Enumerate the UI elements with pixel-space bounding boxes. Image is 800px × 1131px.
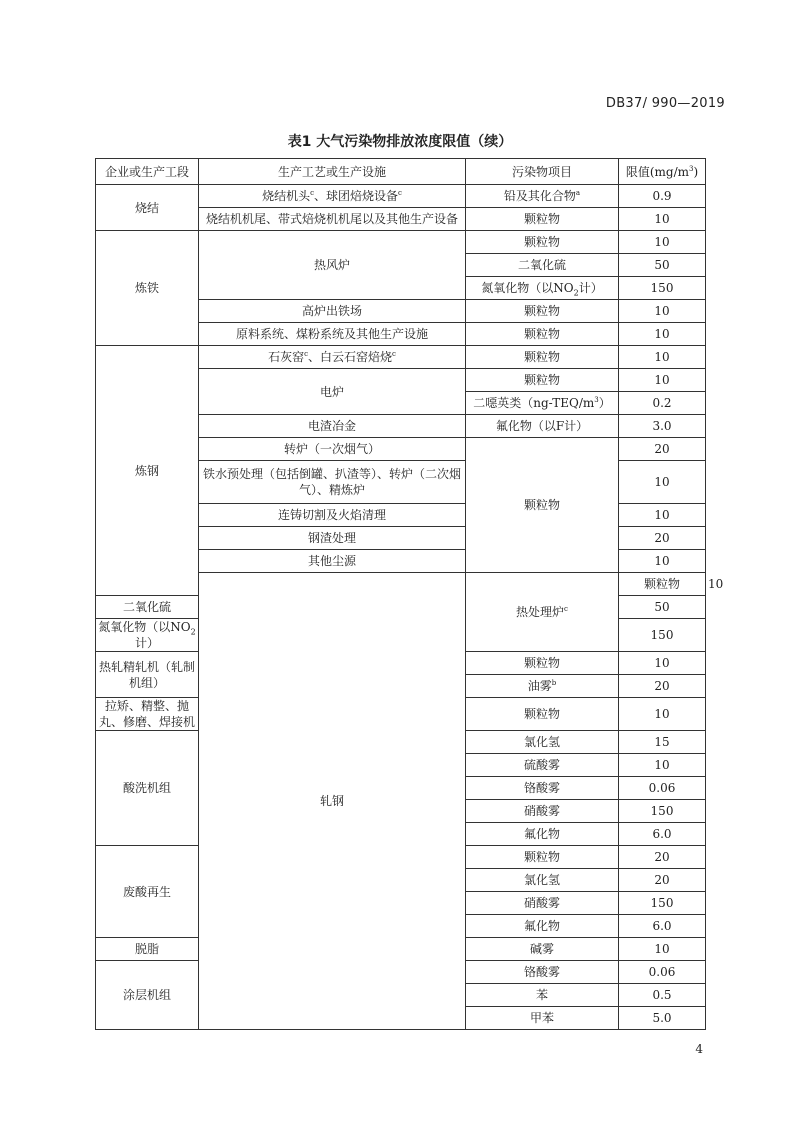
note-mark: b — [551, 679, 557, 687]
limit-header-text: 限值(mg/m — [625, 164, 689, 179]
pollutant-text: ） — [598, 396, 611, 410]
process-cell: 连铸切割及火焰清理 — [199, 504, 466, 527]
pollutant-cell: 颗粒物 — [466, 300, 619, 323]
pollutant-cell: 铬酸雾 — [466, 961, 619, 984]
process-cell: 涂层机组 — [96, 961, 199, 1030]
limit-cell: 0.2 — [619, 392, 706, 415]
pollutant-cell: 颗粒物 — [466, 346, 619, 369]
process-cell: 拉矫、精整、抛丸、修磨、焊接机 — [96, 698, 199, 731]
limit-header-sup: 3 — [689, 164, 694, 173]
pollutant-cell — [96, 619, 199, 652]
process-cell: 钢渣处理 — [199, 527, 466, 550]
limit-cell: 20 — [619, 846, 706, 869]
limit-cell: 10 — [619, 369, 706, 392]
section-cell: 烧结 — [96, 185, 199, 231]
process-cell: 电炉 — [199, 369, 466, 415]
pollutant-cell: 颗粒物 — [466, 438, 619, 573]
limit-cell: 150 — [619, 892, 706, 915]
note-mark: c — [304, 350, 308, 358]
table-row — [96, 231, 706, 254]
table-row: 轧钢 热处理炉$^c$ 颗粒物 10 — [96, 573, 706, 596]
process-cell: 原料系统、煤粉系统及其他生产设施 — [199, 323, 466, 346]
limit-cell: 10 — [619, 231, 706, 254]
pollutant-cell: 颗粒物 — [466, 323, 619, 346]
table-header-row — [96, 159, 706, 185]
pollutant-cell: 苯 — [466, 984, 619, 1007]
limit-cell: 10 — [619, 208, 706, 231]
pollutant-cell: 碱雾 — [466, 938, 619, 961]
pollutant-cell: 颗粒物 — [466, 652, 619, 675]
process-cell: 热轧精轧机（轧制机组） — [96, 652, 199, 698]
limit-cell: 0.9 — [619, 185, 706, 208]
limit-cell: 6.0 — [619, 823, 706, 846]
limit-header-close: ) — [693, 164, 699, 179]
col-header-process: 生产工艺或生产设施 — [199, 159, 466, 185]
subscript: 2 — [190, 627, 196, 637]
subscript: 2 — [573, 288, 579, 298]
section-cell: 轧钢 — [199, 573, 466, 1030]
note-mark: c — [310, 189, 314, 197]
process-text: 、球团焙烧设备 — [314, 189, 399, 203]
limit-cell: 10 — [619, 754, 706, 777]
process-cell — [199, 185, 466, 208]
page-number: 4 — [695, 1042, 703, 1056]
limit-cell: 0.06 — [619, 777, 706, 800]
limit-cell: 10 — [619, 938, 706, 961]
limit-cell: 6.0 — [619, 915, 706, 938]
standard-code: DB37/ 990—2019 — [605, 96, 725, 111]
process-cell: 烧结机机尾、带式焙烧机机尾以及其他生产设备 — [199, 208, 466, 231]
pollutant-cell: 硫酸雾 — [466, 754, 619, 777]
process-cell — [199, 346, 466, 369]
pollutant-cell: 颗粒物 — [466, 369, 619, 392]
limit-cell: 20 — [619, 675, 706, 698]
pollutant-cell: 氟化物 — [466, 823, 619, 846]
limit-cell: 0.5 — [619, 984, 706, 1007]
pollutant-cell: 颗粒物 — [466, 698, 619, 731]
table-title: 表1 大气污染物排放浓度限值（续） — [287, 134, 513, 150]
limit-cell: 150 — [619, 277, 706, 300]
pollutant-cell: 铬酸雾 — [466, 777, 619, 800]
limit-cell: 20 — [619, 438, 706, 461]
pollutant-cell: 硝酸雾 — [466, 800, 619, 823]
limit-cell: 10 — [619, 504, 706, 527]
pollutant-text: 计） — [578, 281, 603, 295]
pollutant-cell: 氟化物 — [466, 915, 619, 938]
pollutant-text: 铅及其化合物 — [503, 189, 576, 203]
process-cell: 电渣冶金 — [199, 415, 466, 438]
limit-cell: 0.06 — [619, 961, 706, 984]
pollutant-cell: 氯化氢 — [466, 731, 619, 754]
limit-cell: 10 — [619, 346, 706, 369]
process-cell: 铁水预处理（包括倒罐、扒渣等）、转炉（二次烟气）、精炼炉 — [199, 461, 466, 504]
limit-cell: 150 — [619, 619, 706, 652]
process-cell: 脱脂 — [96, 938, 199, 961]
process-text: 、白云石窑焙烧 — [308, 350, 393, 364]
process-cell: 废酸再生 — [96, 846, 199, 938]
limit-cell: 20 — [619, 869, 706, 892]
limit-cell: 10 — [619, 652, 706, 675]
pollutant-cell: 颗粒物 — [466, 208, 619, 231]
process-text: 烧结机头 — [262, 189, 311, 203]
pollutant-cell: 二氧化硫 — [466, 254, 619, 277]
process-cell: 高炉出铁场 — [199, 300, 466, 323]
col-header-pollutant: 污染物项目 — [466, 159, 619, 185]
process-cell: 酸洗机组 — [96, 731, 199, 846]
section-cell: 炼铁 — [96, 231, 199, 346]
limit-cell: 10 — [619, 550, 706, 573]
limit-cell: 20 — [619, 527, 706, 550]
limit-cell: 5.0 — [619, 1007, 706, 1030]
pollutant-cell — [466, 185, 619, 208]
pollutant-cell — [466, 675, 619, 698]
pollutant-cell: 氯化氢 — [466, 869, 619, 892]
process-cell: 转炉（一次烟气） — [199, 438, 466, 461]
note-mark: a — [575, 189, 581, 197]
pollutant-cell: 氟化物（以F计） — [466, 415, 619, 438]
emission-limits-table — [95, 158, 724, 1030]
superscript: 3 — [594, 396, 599, 404]
limit-cell: 3.0 — [619, 415, 706, 438]
pollutant-text: 油雾 — [527, 679, 552, 693]
pollutant-cell: 颗粒物 — [619, 573, 706, 596]
limit-cell: 50 — [619, 596, 706, 619]
pollutant-text: 计） — [134, 636, 159, 650]
table-row — [96, 346, 706, 369]
process-cell: 其他尘源 — [199, 550, 466, 573]
limit-cell: 10 — [619, 323, 706, 346]
pollutant-text: 氮氧化物（以NO — [98, 620, 191, 634]
limit-cell: 10 — [619, 698, 706, 731]
limit-cell: 50 — [619, 254, 706, 277]
process-cell — [466, 573, 619, 652]
pollutant-cell — [466, 277, 619, 300]
table-row — [96, 185, 706, 208]
pollutant-cell: 硝酸雾 — [466, 892, 619, 915]
note-mark: c — [398, 189, 402, 197]
pollutant-cell: 二氧化硫 — [96, 596, 199, 619]
pollutant-cell: 颗粒物 — [466, 846, 619, 869]
limit-cell: 150 — [619, 800, 706, 823]
process-text: 石灰窑 — [268, 350, 305, 364]
section-cell: 炼钢 — [96, 346, 199, 596]
note-mark: c — [564, 605, 568, 613]
process-text: 热处理炉 — [516, 605, 565, 619]
process-cell: 热风炉 — [199, 231, 466, 300]
limit-cell: 15 — [619, 731, 706, 754]
col-header-enterprise: 企业或生产工段 — [96, 159, 199, 185]
limit-cell: 10 — [619, 461, 706, 504]
pollutant-text: 氮氧化物（以NO — [481, 281, 574, 295]
col-header-limit — [619, 159, 706, 185]
pollutant-cell: 甲苯 — [466, 1007, 619, 1030]
pollutant-cell — [466, 392, 619, 415]
note-mark: c — [392, 350, 396, 358]
pollutant-text: 二噁英类（ng-TEQ/m — [473, 396, 595, 410]
limit-cell: 10 — [619, 300, 706, 323]
pollutant-cell: 颗粒物 — [466, 231, 619, 254]
